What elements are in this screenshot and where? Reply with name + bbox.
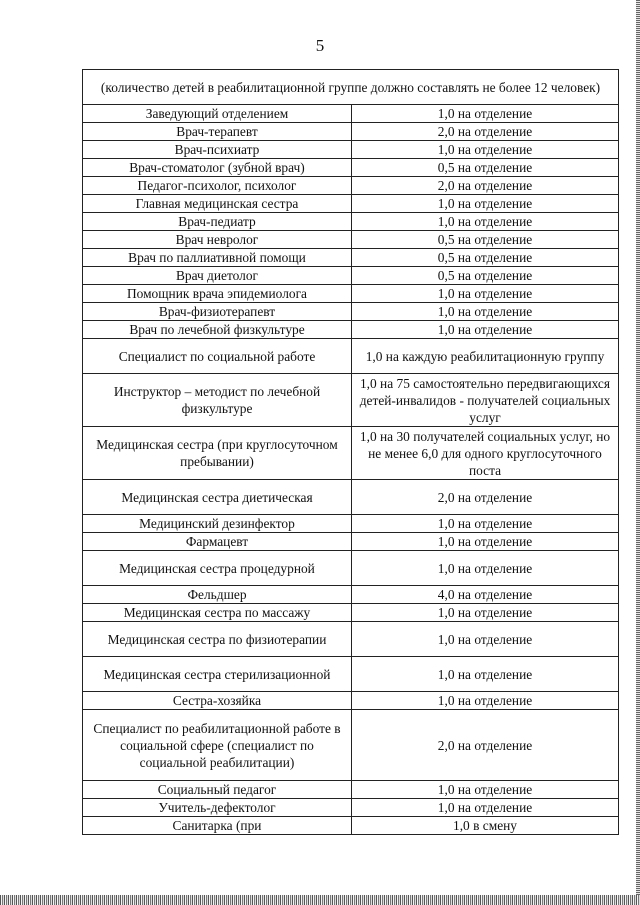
table-row <box>83 480 619 515</box>
position-cell: Врач по паллиативной помощи <box>83 249 352 267</box>
table-row <box>83 105 619 123</box>
position-cell: Врач диетолог <box>83 267 352 285</box>
norm-cell: 1,0 на отделение <box>352 213 619 231</box>
position-cell: Медицинский дезинфектор <box>83 515 352 533</box>
table-row <box>83 339 619 374</box>
position-cell: Учитель-дефектолог <box>83 799 352 817</box>
position-cell: Медицинская сестра по физиотерапии <box>83 622 352 657</box>
position-cell: Врач-психиатр <box>83 141 352 159</box>
table-row <box>83 817 619 835</box>
position-cell: Сестра-хозяйка <box>83 692 352 710</box>
norm-cell: 2,0 на отделение <box>352 710 619 781</box>
position-cell: Специалист по социальной работе <box>83 339 352 374</box>
position-cell: Фармацевт <box>83 533 352 551</box>
norm-cell: 0,5 на отделение <box>352 159 619 177</box>
position-cell: Фельдшер <box>83 586 352 604</box>
norm-cell: 1,0 на отделение <box>352 622 619 657</box>
table-row <box>83 427 619 480</box>
scan-edge-right <box>636 0 640 905</box>
table-row <box>83 231 619 249</box>
table-row <box>83 799 619 817</box>
norm-cell: 0,5 на отделение <box>352 231 619 249</box>
norm-cell: 1,0 на отделение <box>352 105 619 123</box>
position-cell: Социальный педагог <box>83 781 352 799</box>
norm-cell: 1,0 на отделение <box>352 657 619 692</box>
norm-cell: 1,0 в смену <box>352 817 619 835</box>
table-row <box>83 159 619 177</box>
norm-cell: 1,0 на каждую реабилитационную группу <box>352 339 619 374</box>
norm-cell: 1,0 на 30 получателей социальных услуг, но не менее 6,0 для одного круглосуточного поста <box>352 427 619 480</box>
position-cell: Медицинская сестра (при круглосуточном пребывании) <box>83 427 352 480</box>
norm-cell: 2,0 на отделение <box>352 123 619 141</box>
norm-cell: 2,0 на отделение <box>352 480 619 515</box>
table-row <box>83 177 619 195</box>
norm-cell: 1,0 на отделение <box>352 692 619 710</box>
page-number: 5 <box>315 36 325 55</box>
table-row <box>83 267 619 285</box>
norm-cell: 1,0 на отделение <box>352 515 619 533</box>
norm-cell: 1,0 на отделение <box>352 781 619 799</box>
position-cell: Врач-физиотерапевт <box>83 303 352 321</box>
table-row <box>83 657 619 692</box>
position-cell: Врач-педиатр <box>83 213 352 231</box>
position-cell: Инструктор – методист по лечебной физкультуре <box>83 374 352 427</box>
table-row <box>83 692 619 710</box>
norm-cell: 1,0 на отделение <box>352 604 619 622</box>
position-cell: Заведующий отделением <box>83 105 352 123</box>
table-row <box>83 710 619 781</box>
table-row <box>83 123 619 141</box>
table-row <box>83 321 619 339</box>
norm-cell: 0,5 на отделение <box>352 267 619 285</box>
table-note-row <box>83 70 619 105</box>
table-row <box>83 586 619 604</box>
position-cell: Санитарка (при <box>83 817 352 835</box>
position-cell: Главная медицинская сестра <box>83 195 352 213</box>
norm-cell: 4,0 на отделение <box>352 586 619 604</box>
norm-cell: 1,0 на 75 самостоятельно передвигающихся детей-инвалидов - получателей социальных услуг <box>352 374 619 427</box>
position-cell: Медицинская сестра процедурной <box>83 551 352 586</box>
table-row <box>83 249 619 267</box>
norm-cell: 1,0 на отделение <box>352 799 619 817</box>
norm-cell: 1,0 на отделение <box>352 195 619 213</box>
norm-cell: 1,0 на отделение <box>352 533 619 551</box>
table-row <box>83 374 619 427</box>
table-row <box>83 141 619 159</box>
norm-cell: 1,0 на отделение <box>352 141 619 159</box>
scan-edge-bottom <box>0 895 640 905</box>
table-row <box>83 195 619 213</box>
table-note: (количество детей в реабилитационной группе должно составлять не более 12 человек) <box>83 70 619 105</box>
position-cell: Врач невролог <box>83 231 352 249</box>
position-cell: Специалист по реабилитационной работе в социальной сфере (специалист по социальной реабилитации) <box>83 710 352 781</box>
norm-cell: 1,0 на отделение <box>352 551 619 586</box>
position-cell: Врач-терапевт <box>83 123 352 141</box>
position-cell: Помощник врача эпидемиолога <box>83 285 352 303</box>
norm-cell: 1,0 на отделение <box>352 285 619 303</box>
table-row <box>83 551 619 586</box>
position-cell: Медицинская сестра стерилизационной <box>83 657 352 692</box>
table-row <box>83 533 619 551</box>
table-row <box>83 213 619 231</box>
table-row <box>83 515 619 533</box>
norm-cell: 1,0 на отделение <box>352 321 619 339</box>
table-row <box>83 285 619 303</box>
position-cell: Врач по лечебной физкультуре <box>83 321 352 339</box>
table-row <box>83 781 619 799</box>
norm-cell: 0,5 на отделение <box>352 249 619 267</box>
norm-cell: 2,0 на отделение <box>352 177 619 195</box>
table-row <box>83 604 619 622</box>
table-row <box>83 303 619 321</box>
table-row <box>83 622 619 657</box>
staffing-table <box>82 69 619 835</box>
norm-cell: 1,0 на отделение <box>352 303 619 321</box>
position-cell: Педагог-психолог, психолог <box>83 177 352 195</box>
position-cell: Врач-стоматолог (зубной врач) <box>83 159 352 177</box>
position-cell: Медицинская сестра по массажу <box>83 604 352 622</box>
position-cell: Медицинская сестра диетическая <box>83 480 352 515</box>
